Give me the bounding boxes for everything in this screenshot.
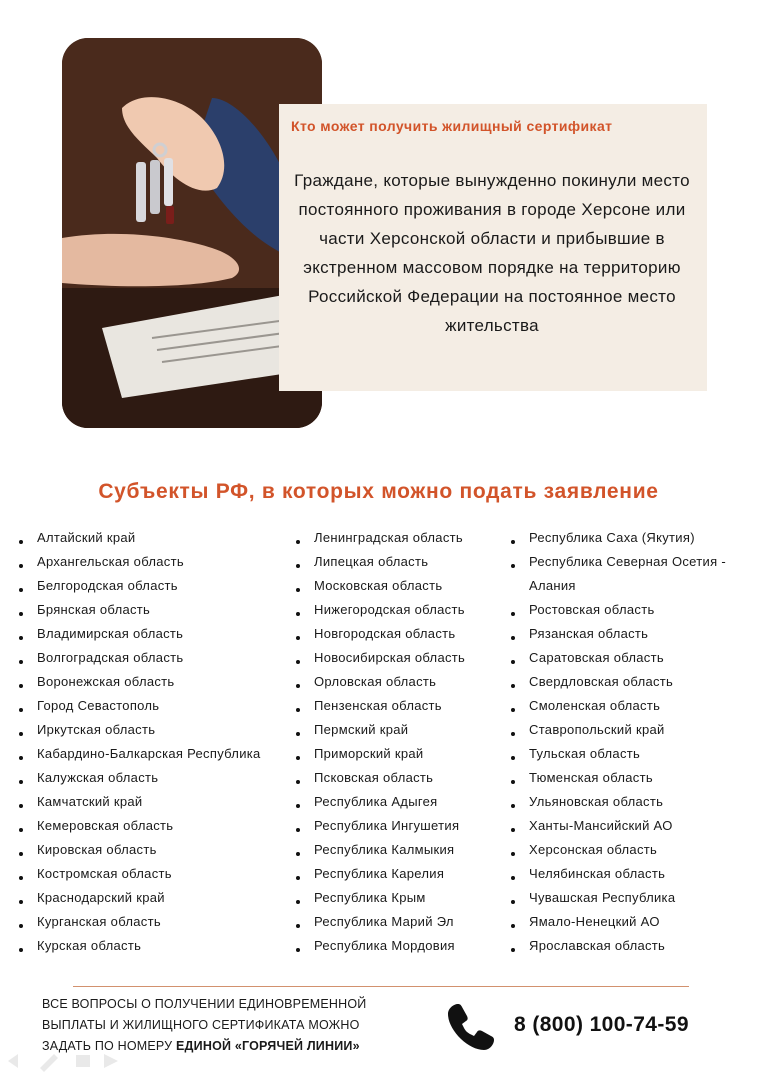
regions-column-1 xyxy=(19,526,261,958)
region-item: Республика Адыгея xyxy=(296,790,465,814)
hotline-text-bold: ЕДИНОЙ «ГОРЯЧЕЙ ЛИНИИ» xyxy=(176,1039,360,1053)
region-item: Республика Крым xyxy=(296,886,465,910)
hotline-phone-number[interactable]: 8 (800) 100-74-59 xyxy=(514,1013,689,1036)
region-item: Рязанская область xyxy=(511,622,726,646)
region-item: Нижегородская область xyxy=(296,598,465,622)
region-item: Республика Марий Эл xyxy=(296,910,465,934)
region-item: Воронежская область xyxy=(19,670,261,694)
region-item: Курская область xyxy=(19,934,261,958)
region-item: Чувашская Республика xyxy=(511,886,726,910)
region-item: Алтайский край xyxy=(19,526,261,550)
region-item: Белгородская область xyxy=(19,574,261,598)
region-item-continuation: Алания xyxy=(529,578,576,593)
region-item: Ямало-Ненецкий АО xyxy=(511,910,726,934)
region-item: Ленинградская область xyxy=(296,526,465,550)
region-item: Ростовская область xyxy=(511,598,726,622)
region-item: Саратовская область xyxy=(511,646,726,670)
region-item: Ярославская область xyxy=(511,934,726,958)
eligibility-description: Граждане, которые вынужденно покинули место постоянного проживания в городе Херсоне или части Херсонской области и прибывшие в экстренном массовом порядке на территорию Российской Федерации на постоянное место жительства xyxy=(294,171,690,335)
eligibility-card xyxy=(279,104,707,391)
phone-icon xyxy=(444,1000,498,1054)
region-item: Ханты-Мансийский АО xyxy=(511,814,726,838)
region-item: Камчатский край xyxy=(19,790,261,814)
eligibility-title: Кто может получить жилищный сертификат xyxy=(291,118,613,134)
region-item: Курганская область xyxy=(19,910,261,934)
region-item: Липецкая область xyxy=(296,550,465,574)
slide-nav-icon xyxy=(4,1050,124,1072)
region-item: Смоленская область xyxy=(511,694,726,718)
region-item: Тюменская область xyxy=(511,766,726,790)
region-item: Брянская область xyxy=(19,598,261,622)
region-item: Краснодарский край xyxy=(19,886,261,910)
hotline-info xyxy=(42,994,412,1057)
regions-column-3 xyxy=(511,526,726,958)
region-item: Ставропольский край xyxy=(511,718,726,742)
region-item: Республика Калмыкия xyxy=(296,838,465,862)
region-item: Республика Ингушетия xyxy=(296,814,465,838)
region-item: Республика Северная Осетия - xyxy=(511,550,726,574)
region-item: Челябинская область xyxy=(511,862,726,886)
regions-column-2 xyxy=(296,526,465,958)
region-item: Кабардино-Балкарская Республика xyxy=(19,742,261,766)
region-item: Новгородская область xyxy=(296,622,465,646)
region-item: Владимирская область xyxy=(19,622,261,646)
region-item: Калужская область xyxy=(19,766,261,790)
region-item: Костромская область xyxy=(19,862,261,886)
region-item: Волгоградская область xyxy=(19,646,261,670)
hotline-text-plain: ЗАДАТЬ ПО НОМЕРУ xyxy=(42,1039,173,1053)
region-item: Республика Мордовия xyxy=(296,934,465,958)
region-item: Херсонская область xyxy=(511,838,726,862)
region-item: Приморский край xyxy=(296,742,465,766)
hotline-text-line-1: ВСЕ ВОПРОСЫ О ПОЛУЧЕНИИ ЕДИНОВРЕМЕННОЙ xyxy=(42,997,367,1011)
region-item: Ульяновская область xyxy=(511,790,726,814)
region-item: Город Севастополь xyxy=(19,694,261,718)
region-item: Пермский край xyxy=(296,718,465,742)
regions-section-title: Субъекты РФ, в которых можно подать заявление xyxy=(98,480,659,503)
region-item: Республика Саха (Якутия) xyxy=(511,526,726,550)
region-item: Пензенская область xyxy=(296,694,465,718)
region-item: Тульская область xyxy=(511,742,726,766)
region-item: Кировская область xyxy=(19,838,261,862)
region-item: Иркутская область xyxy=(19,718,261,742)
region-item: Свердловская область xyxy=(511,670,726,694)
region-item: Новосибирская область xyxy=(296,646,465,670)
region-item: Кемеровская область xyxy=(19,814,261,838)
region-item: Псковская область xyxy=(296,766,465,790)
hotline-text-line-2: ВЫПЛАТЫ И ЖИЛИЩНОГО СЕРТИФИКАТА МОЖНО xyxy=(42,1018,360,1032)
region-item: Республика Карелия xyxy=(296,862,465,886)
region-item: Архангельская область xyxy=(19,550,261,574)
footer-divider xyxy=(73,986,689,987)
region-item: Орловская область xyxy=(296,670,465,694)
region-item: Московская область xyxy=(296,574,465,598)
